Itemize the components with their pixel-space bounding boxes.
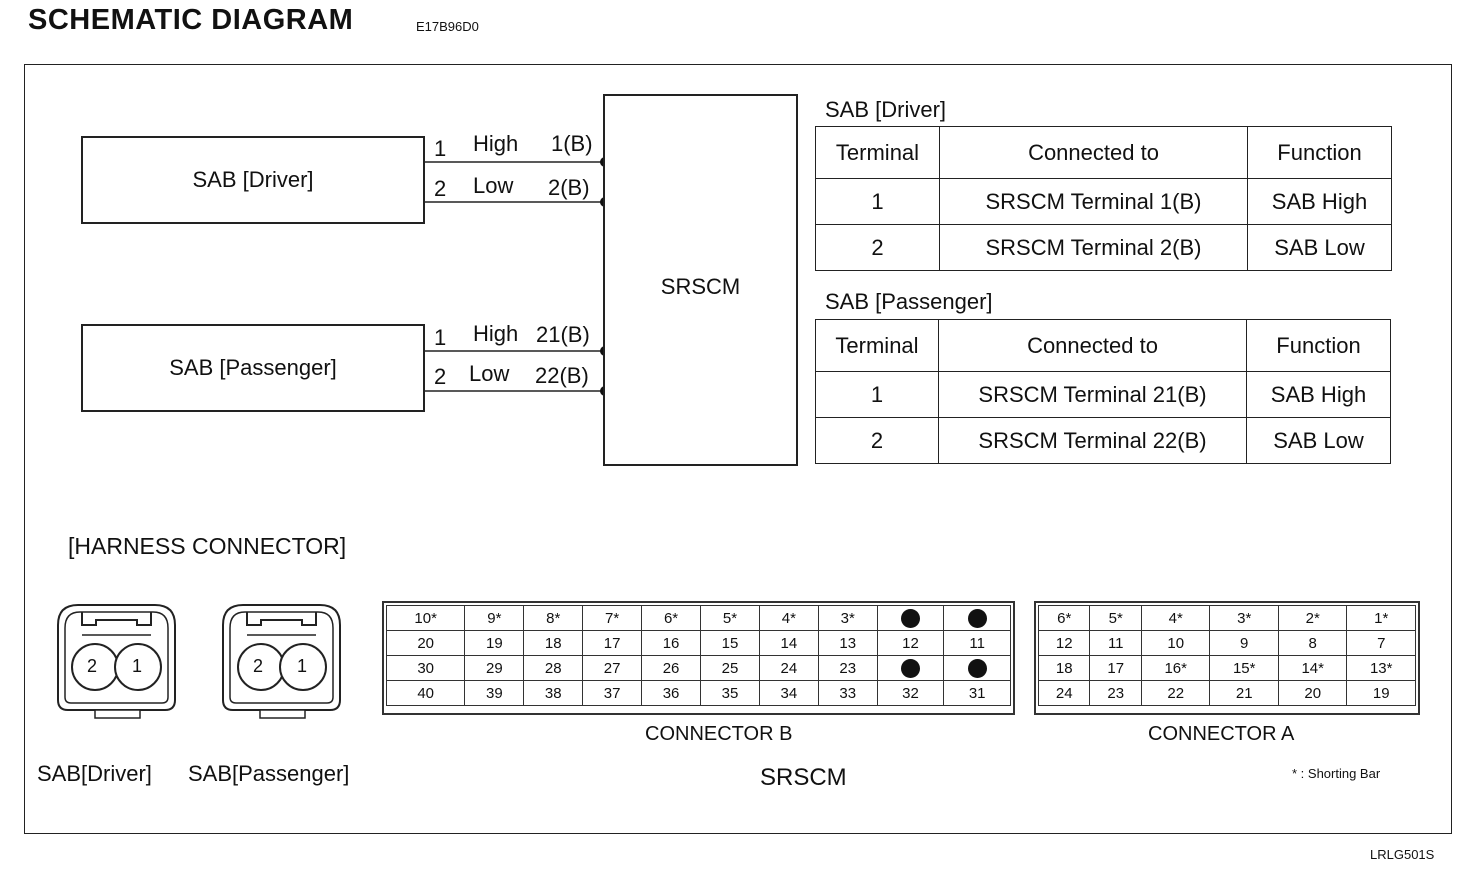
table-cell: SAB High xyxy=(1248,179,1392,225)
pin-cell: 19 xyxy=(1347,681,1416,706)
pin-cell: 24 xyxy=(759,656,818,681)
pin-cell: 8* xyxy=(524,606,583,631)
sab-passenger-box: SAB [Passenger] xyxy=(81,324,425,412)
pin-row xyxy=(1039,656,1416,681)
pin-cell: 33 xyxy=(818,681,877,706)
pin-cell: 4* xyxy=(1141,606,1210,631)
pin-cell: 17 xyxy=(1090,656,1141,681)
page-title: SCHEMATIC DIAGRAM xyxy=(28,4,354,36)
srscm-box: SRSCM xyxy=(603,94,798,466)
wire-pin-label: 2 xyxy=(434,176,447,201)
pin-cell: 12 xyxy=(1039,631,1090,656)
pin-cell: 40 xyxy=(387,681,465,706)
pin-cell: 6* xyxy=(1039,606,1090,631)
driver-table-title: SAB [Driver] xyxy=(825,97,947,122)
table-header: Connected to xyxy=(940,127,1248,179)
plug-pin-label: 1 xyxy=(132,656,143,676)
pin-cell: 12 xyxy=(877,631,944,656)
pin-cell: 9* xyxy=(465,606,524,631)
pin-cell: 5* xyxy=(1090,606,1141,631)
pin-row xyxy=(387,656,1011,681)
pin-cell: 16* xyxy=(1141,656,1210,681)
pin-cell: 31 xyxy=(944,681,1011,706)
table-cell: SRSCM Terminal 2(B) xyxy=(940,225,1248,271)
pin-cell: 20 xyxy=(387,631,465,656)
pin-cell: 30 xyxy=(387,656,465,681)
table-header: Connected to xyxy=(939,320,1247,372)
passenger-table-title: SAB [Passenger] xyxy=(825,289,993,314)
pin-cell: 11 xyxy=(944,631,1011,656)
sab-passenger-connector-label: SAB[Passenger] xyxy=(188,761,350,786)
sab-passenger-plug-icon xyxy=(223,605,340,718)
pin-row xyxy=(1039,631,1416,656)
module-pin-label: 21(B) xyxy=(536,322,590,347)
pin-cell: 18 xyxy=(524,631,583,656)
plug-pin-label: 2 xyxy=(87,656,98,676)
shorting-bar-note: * : Shorting Bar xyxy=(1292,766,1381,781)
pin-cell: 32 xyxy=(877,681,944,706)
pin-cell: 7* xyxy=(583,606,642,631)
pin-cell: 38 xyxy=(524,681,583,706)
plug-pin-label: 2 xyxy=(253,656,264,676)
filled-pin-icon xyxy=(901,659,920,678)
pin-cell: 27 xyxy=(583,656,642,681)
plug-pin-label: 1 xyxy=(297,656,308,676)
table-header: Function xyxy=(1248,127,1392,179)
srscm-caption: SRSCM xyxy=(760,764,847,791)
document-code: E17B96D0 xyxy=(416,19,479,34)
pin-filled-dot xyxy=(944,606,1011,631)
pin-filled-dot xyxy=(944,656,1011,681)
wire-pin-label: 1 xyxy=(434,325,447,350)
filled-pin-icon xyxy=(968,659,987,678)
pin-cell: 10 xyxy=(1141,631,1210,656)
connector-b-pin-grid xyxy=(386,605,1011,706)
table-cell: SRSCM Terminal 22(B) xyxy=(939,418,1247,464)
filled-pin-icon xyxy=(901,609,920,628)
table-cell: 1 xyxy=(816,372,939,418)
module-pin-label: 1(B) xyxy=(551,131,593,156)
pin-cell: 14 xyxy=(759,631,818,656)
pin-cell: 26 xyxy=(642,656,701,681)
pin-cell: 15 xyxy=(701,631,760,656)
wire-pin-label: 2 xyxy=(434,364,447,389)
pin-cell: 39 xyxy=(465,681,524,706)
pin-cell: 11 xyxy=(1090,631,1141,656)
pin-cell: 34 xyxy=(759,681,818,706)
pin-cell: 24 xyxy=(1039,681,1090,706)
table-cell: SAB High xyxy=(1247,372,1391,418)
table-header: Function xyxy=(1247,320,1391,372)
pin-cell: 20 xyxy=(1278,681,1347,706)
pin-cell: 8 xyxy=(1278,631,1347,656)
pin-cell: 36 xyxy=(642,681,701,706)
table-cell: SAB Low xyxy=(1248,225,1392,271)
pin-cell: 7 xyxy=(1347,631,1416,656)
pin-cell: 15* xyxy=(1210,656,1279,681)
module-pin-label: 2(B) xyxy=(548,175,590,200)
connector-b-caption: CONNECTOR B xyxy=(645,723,793,745)
sab-driver-plug-icon xyxy=(58,605,175,718)
wire-pin-label: 1 xyxy=(434,136,447,161)
sab-driver-connector-label: SAB[Driver] xyxy=(37,761,152,786)
pin-cell: 13 xyxy=(818,631,877,656)
filled-pin-icon xyxy=(968,609,987,628)
pin-cell: 19 xyxy=(465,631,524,656)
pin-cell: 14* xyxy=(1278,656,1347,681)
pin-row xyxy=(387,631,1011,656)
pin-cell: 21 xyxy=(1210,681,1279,706)
pin-cell: 9 xyxy=(1210,631,1279,656)
table-cell: SAB Low xyxy=(1247,418,1391,464)
figure-code: LRLG501S xyxy=(1370,847,1435,862)
pin-cell: 17 xyxy=(583,631,642,656)
pin-row xyxy=(387,681,1011,706)
pin-cell: 13* xyxy=(1347,656,1416,681)
table-header: Terminal xyxy=(816,127,940,179)
harness-section-title: [HARNESS CONNECTOR] xyxy=(68,533,347,559)
pin-row xyxy=(1039,606,1416,631)
pin-row xyxy=(1039,681,1416,706)
pin-cell: 23 xyxy=(1090,681,1141,706)
pin-cell: 18 xyxy=(1039,656,1090,681)
table-cell: SRSCM Terminal 21(B) xyxy=(939,372,1247,418)
pin-cell: 37 xyxy=(583,681,642,706)
table-cell: 1 xyxy=(816,179,940,225)
table-cell: SRSCM Terminal 1(B) xyxy=(940,179,1248,225)
wire-name-label: High xyxy=(473,131,519,156)
pin-cell: 35 xyxy=(701,681,760,706)
wire-name-label: High xyxy=(473,321,519,346)
pin-cell: 25 xyxy=(701,656,760,681)
pin-cell: 16 xyxy=(642,631,701,656)
pin-cell: 6* xyxy=(642,606,701,631)
table-cell: 2 xyxy=(816,418,939,464)
pin-row xyxy=(387,606,1011,631)
pin-cell: 22 xyxy=(1141,681,1210,706)
pin-cell: 3* xyxy=(1210,606,1279,631)
pin-cell: 2* xyxy=(1278,606,1347,631)
connector-a-pin-grid xyxy=(1038,605,1416,706)
pin-cell: 23 xyxy=(818,656,877,681)
pin-filled-dot xyxy=(877,656,944,681)
wire-name-label: Low xyxy=(469,361,510,386)
wire-name-label: Low xyxy=(473,173,514,198)
pin-cell: 3* xyxy=(818,606,877,631)
pin-cell: 1* xyxy=(1347,606,1416,631)
pin-cell: 4* xyxy=(759,606,818,631)
table-header: Terminal xyxy=(816,320,939,372)
pin-filled-dot xyxy=(877,606,944,631)
pin-cell: 5* xyxy=(701,606,760,631)
sab-driver-box: SAB [Driver] xyxy=(81,136,425,224)
module-pin-label: 22(B) xyxy=(535,363,589,388)
pin-cell: 28 xyxy=(524,656,583,681)
connector-a-caption: CONNECTOR A xyxy=(1148,723,1295,745)
table-cell: 2 xyxy=(816,225,940,271)
pin-cell: 29 xyxy=(465,656,524,681)
pin-cell: 10* xyxy=(387,606,465,631)
